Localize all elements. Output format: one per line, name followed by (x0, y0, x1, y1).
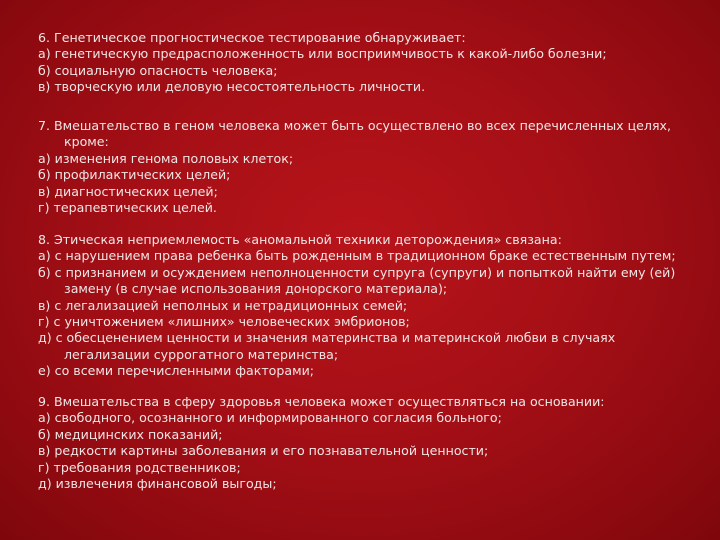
question-title: 7. Вмешательство в геном человека может быть осуществлено во всех перечисленных целях, (38, 118, 672, 133)
question-6 (38, 30, 678, 96)
answer-option: б) профилактических целей; (38, 167, 231, 183)
answer-option: а) изменения генома половых клеток; (38, 150, 294, 166)
answer-option: д) с обесценением ценности и значения материнства и материнской любви в случаях (38, 330, 616, 346)
answer-option: б) медицинских показаний; (38, 426, 223, 442)
question-8 (38, 232, 678, 380)
question-7 (38, 118, 678, 216)
answer-option: в) с легализацией неполных и нетрадиционных семей; (38, 297, 408, 313)
answer-option: а) свободного, осознанного и информированного согласия больного; (38, 410, 502, 426)
answer-option: д) извлечения финансовой выгоды; (38, 476, 277, 492)
answer-option-continuation: легализации суррогатного материнства; (64, 346, 339, 362)
answer-option: г) с уничтожением «лишних» человеческих эмбрионов; (38, 314, 410, 330)
answer-option: г) требования родственников; (38, 459, 241, 475)
answer-option: е) со всеми перечисленными факторами; (38, 363, 315, 379)
question-9 (38, 394, 678, 492)
answer-option: а) генетическую предрасположенность или восприимчивость к какой-либо болезни; (38, 46, 607, 62)
answer-option: а) с нарушением права ребенка быть рожденным в традиционном браке естественным путем; (38, 248, 676, 264)
answer-option: б) социальную опасность человека; (38, 62, 278, 78)
answer-option: г) терапевтических целей. (38, 200, 217, 216)
answer-option-continuation: замену (в случае использования донорского материала); (64, 281, 448, 297)
answer-option: в) редкости картины заболевания и его познавательной ценности; (38, 443, 489, 459)
answer-option: б) с признанием и осуждением неполноценности супруга (супруги) и попыткой найти ему (ей) (38, 264, 676, 280)
answer-option: в) диагностических целей; (38, 183, 218, 199)
question-title: 6. Генетическое прогностическое тестирование обнаруживает: (38, 30, 466, 45)
question-title: 8. Этическая неприемлемость «аномальной техники деторождения» связана: (38, 232, 562, 247)
answer-option: в) творческую или деловую несостоятельность личности. (38, 79, 426, 95)
question-title-continuation: кроме: (64, 134, 109, 150)
question-title: 9. Вмешательства в сферу здоровья человека может осуществляться на основании: (38, 394, 605, 409)
